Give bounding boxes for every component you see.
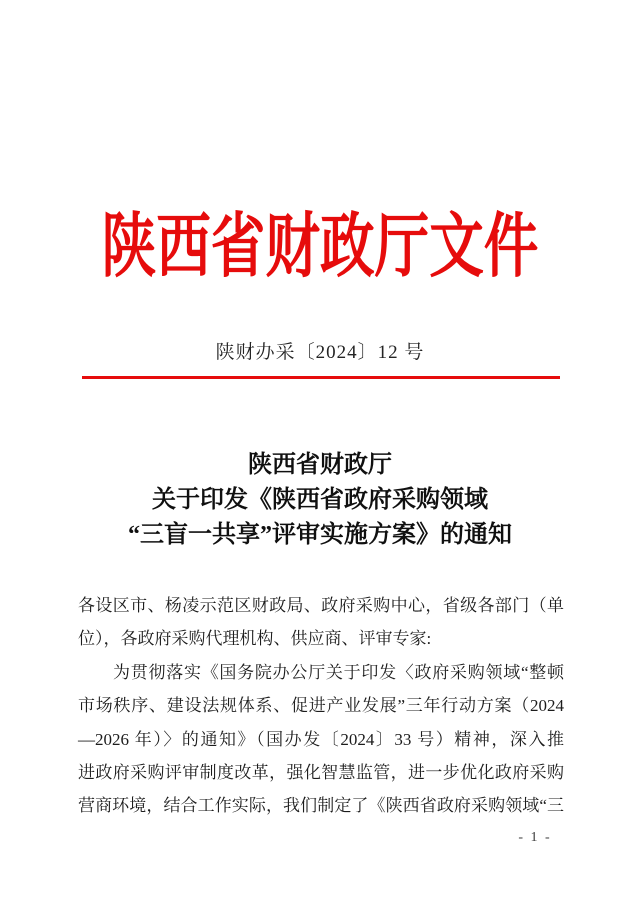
page-number: - 1 -: [518, 830, 552, 845]
red-divider-line: [82, 376, 560, 379]
body-line-6: 进政府采购评审制度改革，强化智慧监管，进一步优化政府采购: [78, 763, 564, 783]
body-line-4: 市场秩序、建设法规体系、促进产业发展”三年行动方案（2024: [78, 696, 564, 716]
body-text: [78, 589, 564, 823]
body-line-5: —2026 年）〉的通知》（国办发〔2024〕33 号）精神，深入推: [78, 729, 564, 749]
notice-title-line-3: “三盲一共享”评审实施方案》的通知: [128, 522, 512, 548]
notice-title: [0, 448, 640, 553]
body-line-3: 为贯彻落实《国务院办公厅关于印发〈政府采购领域“整顿: [113, 662, 564, 682]
notice-title-line-1: 陕西省财政厅: [248, 452, 392, 478]
masthead-title: 陕西省财政厅文件: [101, 209, 539, 286]
body-line-7: 营商环境，结合工作实际，我们制定了《陕西省政府采购领域“三: [78, 796, 564, 816]
body-line-2: 位），各政府采购代理机构、供应商、评审专家:: [78, 629, 432, 649]
document-number: 陕财办采〔2024〕12 号: [215, 342, 425, 363]
notice-title-line-2: 关于印发《陕西省政府采购领域: [152, 487, 488, 513]
red-masthead: [0, 204, 640, 310]
body-line-1: 各设区市、杨凌示范区财政局、政府采购中心，省级各部门（单: [78, 596, 564, 615]
